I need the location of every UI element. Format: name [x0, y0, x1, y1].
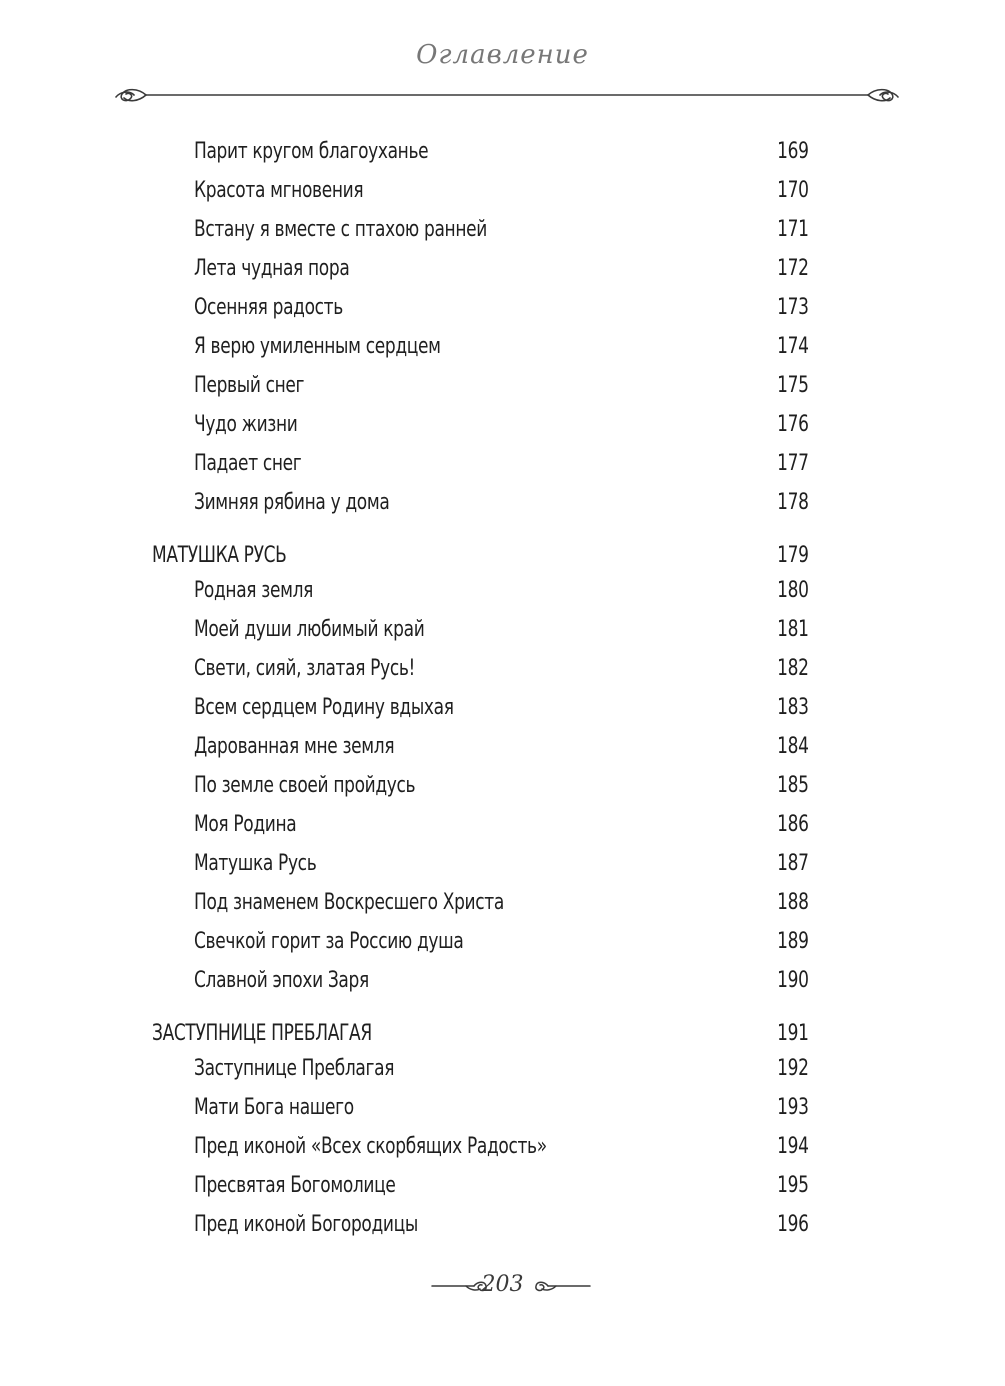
toc-entry-page: 185 — [777, 773, 809, 798]
toc-entry-title: Свети, сияй, златая Русь! — [194, 656, 415, 681]
toc-section — [0, 1018, 1005, 1050]
toc-entry — [0, 253, 1005, 285]
toc-entry-title: Осенняя радость — [194, 295, 343, 320]
toc-entry — [0, 926, 1005, 958]
toc-entry-page: 175 — [777, 373, 809, 398]
toc-entry — [0, 448, 1005, 480]
toc-entry-title: Моей души любимый край — [194, 617, 425, 642]
toc-entry-page: 188 — [777, 890, 809, 915]
toc-entry-page: 171 — [777, 217, 809, 242]
toc-section-page: 191 — [777, 1021, 809, 1046]
toc-entry-title: Всем сердцем Родину вдыхая — [194, 695, 454, 720]
toc-entry-page: 181 — [777, 617, 809, 642]
toc-entry-page: 178 — [777, 490, 809, 515]
toc-entry-title: Встану я вместе с птахою ранней — [194, 217, 487, 242]
toc-entry-title: Пресвятая Богомолице — [194, 1173, 396, 1198]
toc-entry — [0, 731, 1005, 763]
toc-entry-page: 187 — [777, 851, 809, 876]
toc-entry-page: 170 — [777, 178, 809, 203]
toc-entry-page: 184 — [777, 734, 809, 759]
toc-entry-title: По земле своей пройдусь — [194, 773, 416, 798]
page-number: 203 — [481, 1272, 524, 1297]
toc-entry-page: 196 — [777, 1212, 809, 1237]
toc-entry-page: 180 — [777, 578, 809, 603]
toc-entry — [0, 136, 1005, 168]
toc-entry — [0, 1170, 1005, 1202]
toc-entry-page: 193 — [777, 1095, 809, 1120]
toc-entry — [0, 214, 1005, 246]
toc-entry — [0, 1131, 1005, 1163]
toc-entry — [0, 965, 1005, 997]
toc-entry-title: Родная земля — [194, 578, 314, 603]
toc-entry — [0, 653, 1005, 685]
toc-entry — [0, 292, 1005, 324]
toc-entry — [0, 692, 1005, 724]
toc-entry-page: 192 — [777, 1056, 809, 1081]
toc-entry — [0, 331, 1005, 363]
toc-entry — [0, 848, 1005, 880]
toc-entry — [0, 809, 1005, 841]
toc-entry-page: 169 — [777, 139, 809, 164]
toc-entry-page: 173 — [777, 295, 809, 320]
toc-entry — [0, 575, 1005, 607]
page-footer — [0, 1270, 1005, 1302]
toc-section-title: МАТУШКА РУСЬ — [152, 543, 287, 568]
toc-entry — [0, 175, 1005, 207]
toc-entry — [0, 1053, 1005, 1085]
toc-entry-page: 195 — [777, 1173, 809, 1198]
toc-section — [0, 540, 1005, 572]
toc-entry — [0, 487, 1005, 519]
toc-entry-page: 183 — [777, 695, 809, 720]
toc-entry-title: Падает снег — [194, 451, 302, 476]
toc-entry — [0, 409, 1005, 441]
toc-entry-page: 189 — [777, 929, 809, 954]
toc-entry-title: Парит кругом благоуханье — [194, 139, 429, 164]
toc-entry-page: 194 — [777, 1134, 809, 1159]
toc-entry — [0, 370, 1005, 402]
toc-entry-title: Чудо жизни — [194, 412, 298, 437]
toc-entry-title: Красота мгновения — [194, 178, 364, 203]
toc-section-page: 179 — [777, 543, 809, 568]
toc-entry — [0, 770, 1005, 802]
toc-entry-title: Лета чудная пора — [194, 256, 350, 281]
toc-entry-page: 182 — [777, 656, 809, 681]
toc-entry-title: Мати Бога нашего — [194, 1095, 354, 1120]
toc-section-title: ЗАСТУПНИЦЕ ПРЕБЛАГАЯ — [152, 1021, 372, 1046]
toc-entry-page: 177 — [777, 451, 809, 476]
toc-entry-title: Зимняя рябина у дома — [194, 490, 390, 515]
footer-flourish-right-icon — [532, 1276, 592, 1296]
toc-entry-page: 172 — [777, 256, 809, 281]
toc-entry-page: 176 — [777, 412, 809, 437]
toc-entry — [0, 887, 1005, 919]
toc-entry-title: Моя Родина — [194, 812, 297, 837]
toc-entry-title: Пред иконой Богородицы — [194, 1212, 418, 1237]
toc-entry-title: Заступнице Преблагая — [194, 1056, 395, 1081]
toc-entry-page: 186 — [777, 812, 809, 837]
toc-entry-page: 190 — [777, 968, 809, 993]
toc-entry-title: Матушка Русь — [194, 851, 317, 876]
toc-entry-title: Под знаменем Воскресшего Христа — [194, 890, 504, 915]
running-head-title: Оглавление — [416, 40, 589, 70]
toc-entry-title: Пред иконой «Всех скорбящих Радость» — [194, 1134, 547, 1159]
toc-entry-title: Славной эпохи Заря — [194, 968, 369, 993]
toc-entry-page: 174 — [777, 334, 809, 359]
toc-entry-title: Я верю умиленным сердцем — [194, 334, 441, 359]
toc-entry — [0, 614, 1005, 646]
toc-entry — [0, 1209, 1005, 1241]
toc-entry — [0, 1092, 1005, 1124]
toc-entry-title: Первый снег — [194, 373, 305, 398]
toc-entry-title: Свечкой горит за Россию душа — [194, 929, 464, 954]
toc-entry-title: Дарованная мне земля — [194, 734, 395, 759]
